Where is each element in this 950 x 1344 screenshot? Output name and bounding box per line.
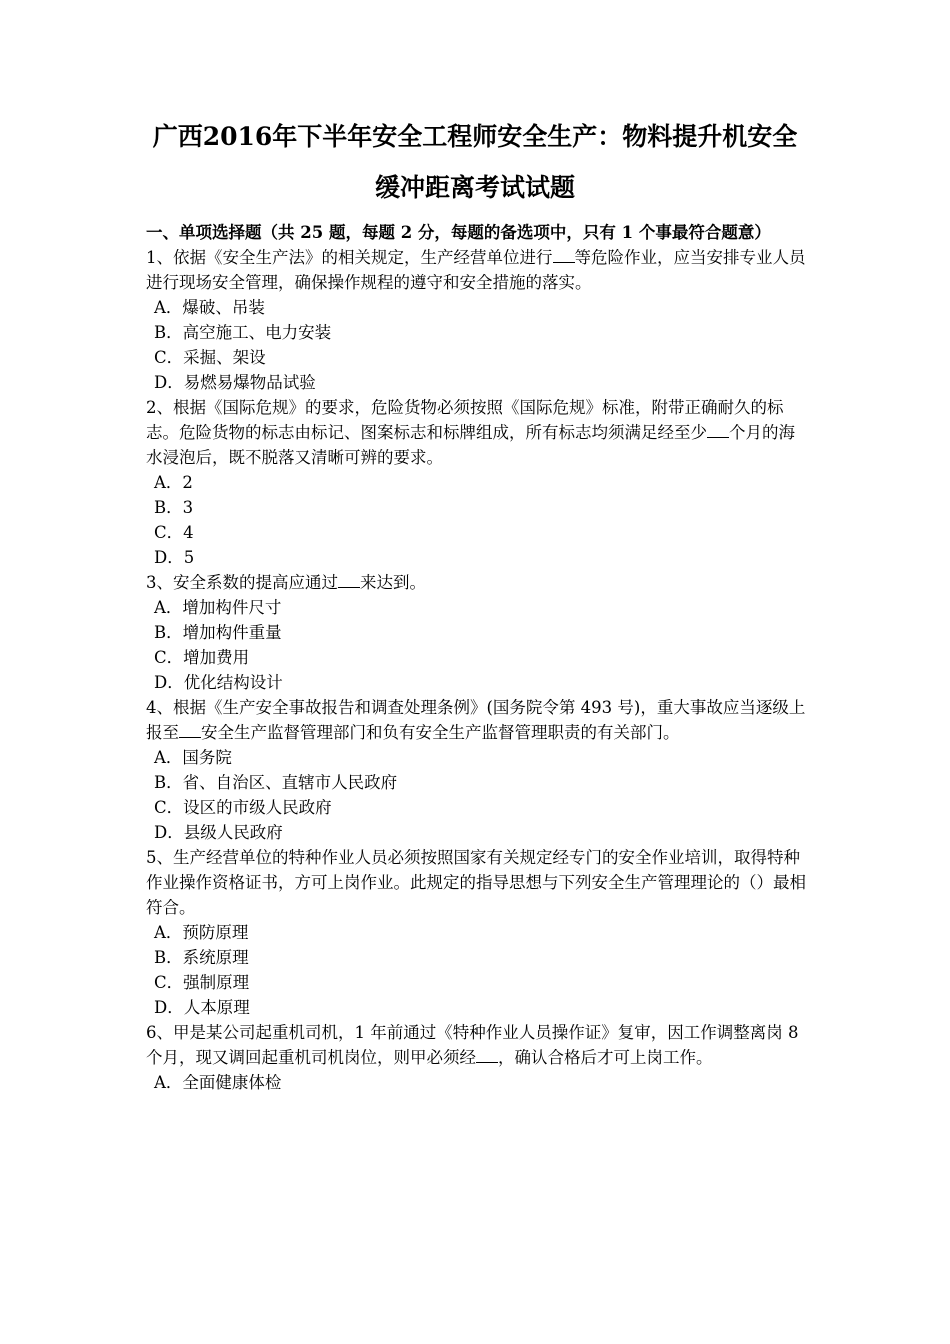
question-item: [146, 570, 808, 695]
answer-option: B．增加构件重量: [154, 623, 282, 642]
question-stem-text: 个月的海水浸泡后，既不脱落又清晰可辨的要求。: [146, 423, 795, 467]
document-title-line1: 广西2016年下半年安全工程师安全生产：物料提升机安全: [152, 122, 798, 151]
question-stem-text: 等危险作业，应当安排专业人员进行现场安全管理，确保操作规程的遵守和安全措施的落实。: [146, 248, 806, 292]
answer-option: C．强制原理: [154, 973, 250, 992]
question-stem-text: 来达到。: [360, 573, 426, 592]
question-item: [146, 695, 808, 845]
question-stem: [146, 1020, 808, 1070]
question-item: [146, 845, 808, 1020]
answer-option: C．增加费用: [154, 648, 250, 667]
answer-blank: [707, 423, 729, 438]
answer-blank: [553, 248, 575, 263]
question-stem: [146, 695, 808, 745]
question-stem: [146, 845, 808, 920]
answer-blank: [338, 573, 360, 588]
question-item: [146, 1020, 808, 1095]
answer-option: B．系统原理: [154, 948, 249, 967]
answer-option: B．3: [154, 498, 194, 517]
question-stem-text: 5、生产经营单位的特种作业人员必须按照国家有关规定经专门的安全作业培训，取得特种作业操作资格证书，方可上岗作业。此规定的指导思想与下列安全生产管理理论的（）最相符合。: [146, 848, 806, 917]
answer-option: A．增加构件尺寸: [154, 598, 282, 617]
question-stem-text: ，确认合格后才可上岗工作。: [498, 1048, 713, 1067]
document-title-line2: 缓冲距离考试试题: [374, 173, 575, 202]
answer-option: D．优化结构设计: [154, 673, 283, 692]
answer-option: C．设区的市级人民政府: [154, 798, 332, 817]
answer-option: C．采掘、架设: [154, 348, 266, 367]
question-item: [146, 395, 808, 570]
question-item: [146, 245, 808, 395]
answer-option: B．高空施工、电力安装: [154, 323, 332, 342]
answer-option: D．人本原理: [154, 998, 250, 1017]
answer-blank: [179, 723, 201, 738]
section-header: 一、单项选择题（共 25 题，每题 2 分，每题的备选项中，只有 1 个事最符合题意）: [146, 223, 771, 242]
question-stem-text: 3、安全系数的提高应通过: [146, 573, 338, 592]
question-stem-text: 6、甲是某公司起重机司机，1 年前通过《特种作业人员操作证》复审，因工作调整离岗 8 个月，现又调回起重机司机岗位，则甲必须经: [146, 1023, 799, 1067]
question-stem: [146, 395, 808, 470]
document-body: [146, 220, 808, 1095]
answer-option: D．县级人民政府: [154, 823, 283, 842]
question-stem: [146, 570, 808, 595]
answer-option: B．省、自治区、直辖市人民政府: [154, 773, 398, 792]
answer-option: D．5: [154, 548, 195, 567]
question-stem-text: 2、根据《国际危规》的要求，危险货物必须按照《国际危规》标准，附带正确耐久的标志。危险货物的标志由标记、图案标志和标牌组成，所有标志均须满足经至少: [146, 398, 784, 442]
question-stem-text: 4、根据《生产安全事故报告和调查处理条例》(国务院令第 493 号)，重大事故应当逐级上报至: [146, 698, 806, 742]
answer-option: A．全面健康体检: [154, 1073, 282, 1092]
answer-option: A．2: [154, 473, 193, 492]
answer-option: A．爆破、吊装: [154, 298, 265, 317]
question-stem-text: 1、依据《安全生产法》的相关规定，生产经营单位进行: [146, 248, 553, 267]
question-list: [146, 245, 808, 1095]
answer-blank: [476, 1048, 498, 1063]
answer-option: C．4: [154, 523, 194, 542]
answer-option: A．国务院: [154, 748, 232, 767]
question-stem: [146, 245, 808, 295]
answer-option: A．预防原理: [154, 923, 249, 942]
question-stem-text: 安全生产监督管理部门和负有安全生产监督管理职责的有关部门。: [201, 723, 680, 742]
answer-option: D．易燃易爆物品试验: [154, 373, 316, 392]
